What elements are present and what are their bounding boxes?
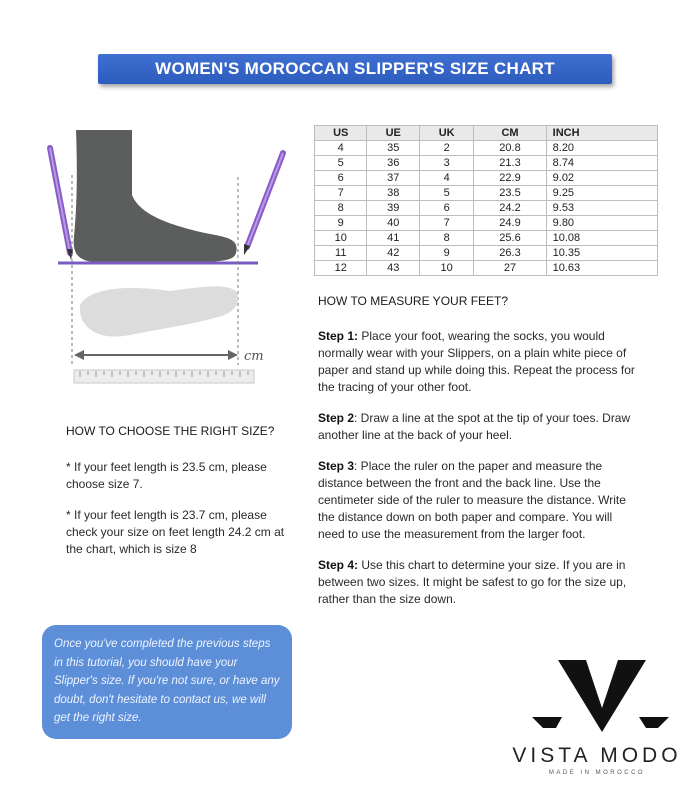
measure-steps	[318, 328, 636, 622]
table-header-row	[315, 126, 658, 141]
table-cell: 5	[315, 156, 367, 171]
table-cell: 26.3	[474, 246, 546, 261]
table-row	[315, 246, 658, 261]
table-cell: 7	[315, 186, 367, 201]
footprint-shape	[80, 286, 238, 336]
step-label: Step 2	[318, 411, 355, 425]
brand-name: VISTA MODO	[512, 744, 682, 767]
step-4	[318, 557, 636, 608]
table-cell: 43	[367, 261, 419, 276]
cm-label: cm	[244, 349, 264, 364]
table-row	[315, 231, 658, 246]
table-cell: 9.02	[546, 171, 657, 186]
step-3	[318, 458, 636, 543]
table-cell: 8	[419, 231, 473, 246]
table-body	[315, 141, 658, 276]
table-cell: 4	[315, 141, 367, 156]
table-cell: 21.3	[474, 156, 546, 171]
size-tips	[66, 459, 291, 572]
measure-heading: HOW TO MEASURE YOUR FEET?	[318, 294, 509, 308]
brand-tagline: MADE IN MOROCCO	[548, 770, 646, 776]
size-chart-table	[314, 125, 658, 276]
help-note-box	[42, 625, 292, 739]
table-cell: 12	[315, 261, 367, 276]
table-cell: 9.53	[546, 201, 657, 216]
foot-measure-illustration	[40, 115, 300, 395]
column-header: CM	[474, 126, 546, 141]
table-cell: 27	[474, 261, 546, 276]
table-cell: 37	[367, 171, 419, 186]
table-cell: 2	[419, 141, 473, 156]
table-cell: 6	[419, 201, 473, 216]
step-label: Step 3	[318, 459, 355, 473]
step-label: Step 4:	[318, 558, 359, 572]
table-cell: 36	[367, 156, 419, 171]
table-cell: 38	[367, 186, 419, 201]
step-text: Use this chart to determine your size. If you are in between two sizes. It might be safest to go for the size up, rather than the size down.	[318, 558, 627, 606]
table-cell: 20.8	[474, 141, 546, 156]
column-header: UE	[367, 126, 419, 141]
table-cell: 9.25	[546, 186, 657, 201]
table-cell: 4	[419, 171, 473, 186]
step-2	[318, 410, 636, 444]
table-cell: 8.20	[546, 141, 657, 156]
table-cell: 5	[419, 186, 473, 201]
table-row	[315, 171, 658, 186]
table-cell: 10	[419, 261, 473, 276]
choose-heading: HOW TO CHOOSE THE RIGHT SIZE?	[66, 424, 275, 438]
table-cell: 39	[367, 201, 419, 216]
title-banner	[98, 54, 612, 84]
table-cell: 23.5	[474, 186, 546, 201]
table-cell: 10.63	[546, 261, 657, 276]
column-header: INCH	[546, 126, 657, 141]
step-text: : Place the ruler on the paper and measure the distance between the front and the back line. Use the centimeter side of the ruler to measure the distance. Write the distance down on both paper and compare. You will need to use the measurement from the larger foot.	[318, 459, 626, 541]
table-cell: 6	[315, 171, 367, 186]
table-row	[315, 186, 658, 201]
table-cell: 8	[315, 201, 367, 216]
table-cell: 9	[419, 246, 473, 261]
table-cell: 42	[367, 246, 419, 261]
step-text: : Draw a line at the spot at the tip of your toes. Draw another line at the back of your heel.	[318, 411, 631, 442]
step-text: Place your foot, wearing the socks, you would normally wear with your Slippers, on a plain white piece of paper and stand up while doing this. Repeat the process for the tracing of your other foot.	[318, 329, 635, 394]
table-cell: 24.9	[474, 216, 546, 231]
table-row	[315, 201, 658, 216]
table-row	[315, 216, 658, 231]
table-row	[315, 141, 658, 156]
table-cell: 22.9	[474, 171, 546, 186]
step-label: Step 1:	[318, 329, 359, 343]
table-cell: 7	[419, 216, 473, 231]
help-note-text: Once you've completed the previous steps in this tutorial, you should have your Slipper's size. If you're not sure, or have any doubt, don't hesitate to contact us, we will get the right size.	[54, 638, 280, 724]
table-cell: 11	[315, 246, 367, 261]
tip-2: * If your feet length is 23.7 cm, please check your size on feet length 24.2 cm at the chart, which is size 8	[66, 508, 285, 556]
table-cell: 10.35	[546, 246, 657, 261]
table-row	[315, 261, 658, 276]
column-header: US	[315, 126, 367, 141]
table-cell: 35	[367, 141, 419, 156]
page-title: WOMEN'S MOROCCAN SLIPPER'S SIZE CHART	[155, 59, 555, 78]
step-1	[318, 328, 636, 396]
length-arrow	[74, 350, 238, 360]
table-cell: 9	[315, 216, 367, 231]
table-cell: 24.2	[474, 201, 546, 216]
table-cell: 25.6	[474, 231, 546, 246]
table-cell: 9.80	[546, 216, 657, 231]
ruler-icon	[74, 370, 254, 383]
table-cell: 3	[419, 156, 473, 171]
left-pencil-icon	[50, 148, 73, 260]
table-row	[315, 156, 658, 171]
table-cell: 10.08	[546, 231, 657, 246]
right-pencil-icon	[244, 153, 283, 255]
table-cell: 8.74	[546, 156, 657, 171]
column-header: UK	[419, 126, 473, 141]
tip-1: * If your feet length is 23.5 cm, please choose size 7.	[66, 460, 267, 491]
table-cell: 10	[315, 231, 367, 246]
table-cell: 40	[367, 216, 419, 231]
foot-silhouette-icon	[74, 130, 237, 262]
table-cell: 41	[367, 231, 419, 246]
